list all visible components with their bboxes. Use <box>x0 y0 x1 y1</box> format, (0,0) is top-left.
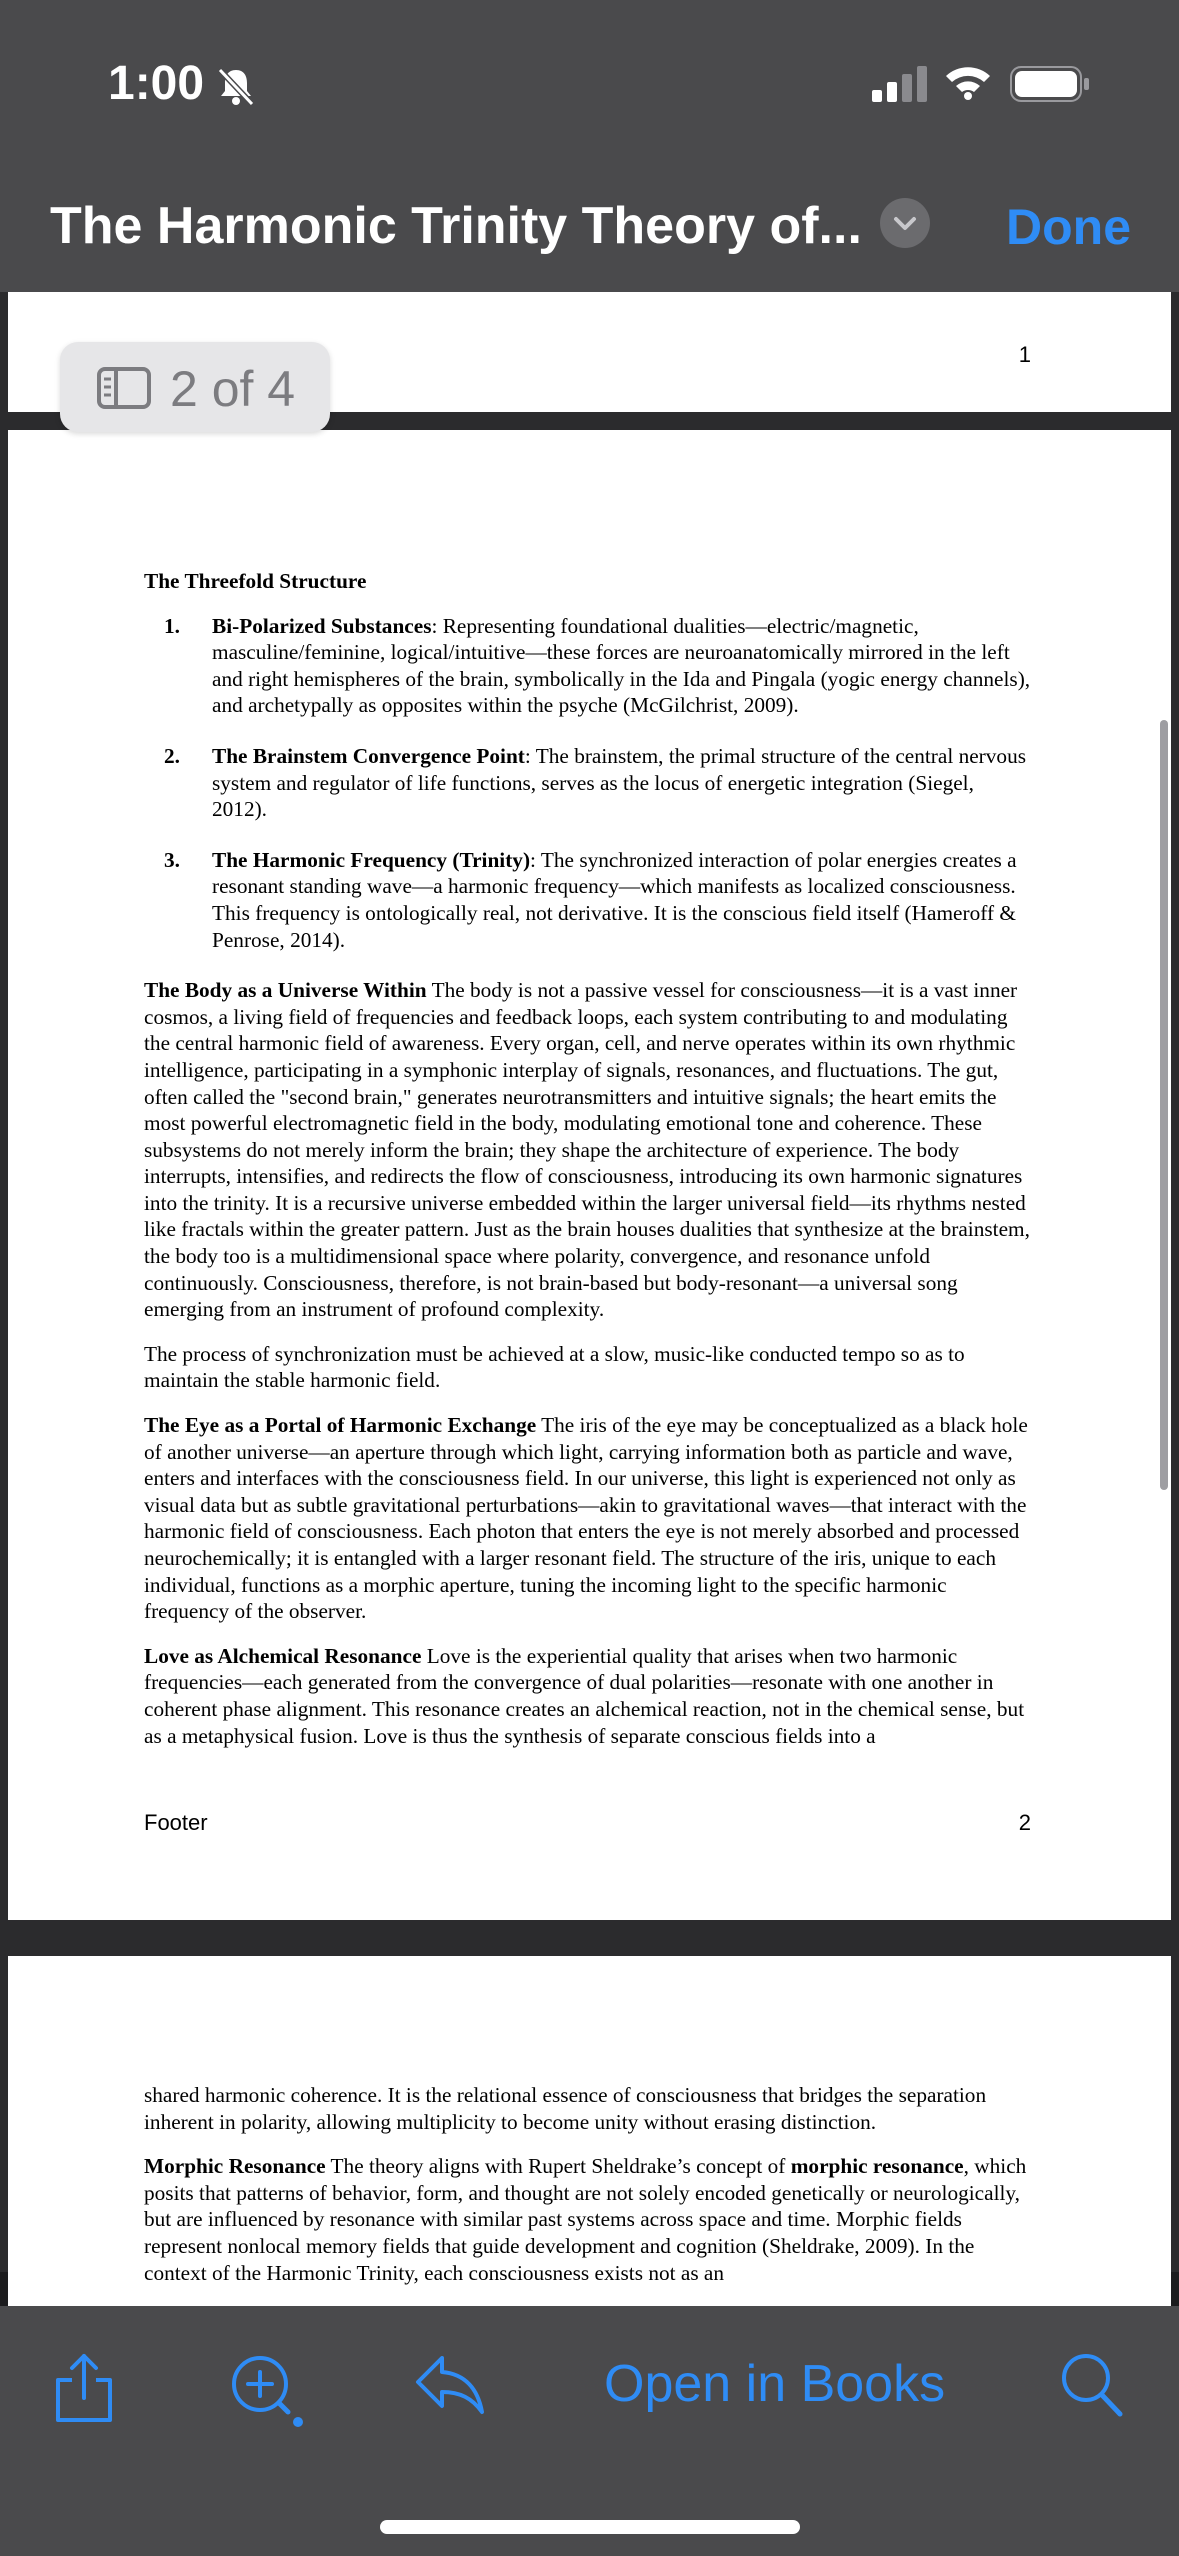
home-indicator <box>380 2520 800 2534</box>
paragraph-lead: Morphic Resonance <box>144 2154 326 2179</box>
paragraph-text: , which posits that patterns of behavior, form, and thought are not solely encoded genetically or neurologically, but are influenced by resonance with similar past systems across space and time. Morphic fields represent nonlocal memory fields that guide development and cognition (Sheldrake, 2009). In the context of the Harmonic Trinity, each consciousness exists not as an <box>144 2154 1027 2285</box>
list-text: : Representing foundational dualities—electric/magnetic, masculine/feminine, logical/intuitive—these forces are neuroanatomically mirrored in the left and right hemispheres of the brain, symbolically in the Ida and Pingala (yogic energy channels), and archetypally as opposites within the psyche (McGilchrist, 2009). <box>212 613 1031 718</box>
pdf-page-3 <box>8 1956 1171 2356</box>
list-text: : The brainstem, the primal structure of the central nervous system and regulator of life functions, serves as the locus of energetic integration (Siegel, 2012). <box>212 743 1027 822</box>
paragraph-text: Love is the experiential quality that arises when two harmonic frequencies—each generated from the convergence of dual polarities—resonate with one another in coherent phase alignment. This resonance creates an alchemical reaction, not in the chemical sense, but as a metaphysical fusion. Love is thus the synthesis of separate conscious fields into a <box>144 1643 1025 1748</box>
zoom-markup-icon <box>226 2350 306 2430</box>
paragraph <box>144 1412 1031 1625</box>
list-term: Bi-Polarized Substances <box>212 613 432 638</box>
paragraph-lead: The Body as a Universe Within <box>144 978 427 1003</box>
numbered-list <box>144 613 1031 954</box>
paragraph-text: The iris of the eye may be conceptualized as a black hole of another universe—an aperture through which light, carrying information both as particle and wave, enters and interfaces with the consciousness field. In our universe, this light is experienced not only as visual data but as subtle gravitational perturbations—akin to gravitational waves—that interact with the harmonic field of consciousness. Each photon that enters the eye is not merely absorbed and processed neurochemically; it is entangled with a larger resonant field. The structure of the iris, unique to each individual, functions as a morphic aperture, tuning the incoming light to the specific harmonic frequency of the observer. <box>144 1413 1028 1624</box>
page-indicator[interactable] <box>60 342 330 432</box>
sidebar-thumbnails-icon <box>96 366 152 410</box>
paragraph <box>144 1341 1031 1394</box>
share-icon <box>52 2350 116 2426</box>
paragraph-text: The theory aligns with Rupert Sheldrake’s concept of <box>325 2154 791 2179</box>
top-bar <box>0 0 1179 292</box>
paragraph-text: shared harmonic coherence. It is the relational essence of consciousness that bridges the separation inherent in polarity, allowing multiplicity to become unity without erasing distinction. <box>144 2083 987 2134</box>
bottom-toolbar <box>0 2306 1179 2556</box>
page-number: 2 <box>1018 1810 1031 1835</box>
reply-button[interactable] <box>412 2350 486 2421</box>
status-time: 1:00 <box>108 57 205 110</box>
paragraph <box>144 1643 1031 1749</box>
document-title[interactable]: The Harmonic Trinity Theory of... <box>50 197 862 255</box>
list-item <box>144 847 1031 953</box>
page-content <box>144 568 1031 1767</box>
page-footer: Footer <box>144 1810 208 1835</box>
section-title: The Threefold Structure <box>144 569 367 593</box>
list-item <box>144 743 1031 823</box>
share-button[interactable] <box>52 2350 116 2431</box>
title-menu-button[interactable] <box>880 198 930 248</box>
list-number: 2. <box>164 743 180 768</box>
pdf-page-2 <box>8 430 1171 1920</box>
bell-slash-icon <box>214 64 258 108</box>
paragraph-text: The body is not a passive vessel for consciousness—it is a vast inner cosmos, a living field of frequencies and feedback loops, each system contributing to and modulating the central harmonic field of awareness. Every organ, cell, and nerve operates within its own rhythmic intelligence, participating in a symphonic interplay of signals, resonances, and fluctuations. The gut, often called the "second brain," generates neurotransmitters and intuitive signals; the heart emits the most powerful electromagnetic field in the body, modulating emotional tone and coherence. These subsystems do not merely inform the brain; they shape the architecture of experience. The body interrupts, intensifies, and redirects the flow of consciousness, introducing its own harmonic signatures into the trinity. It is a recursive universe embedded within the larger universal field—its rhythms nested like fractals within the greater pattern. Just as the brain houses dualities that synthesize at the brainstem, the body too is a multidimensional space where polarity, convergence, and resonance unfold continuously. Consciousness, therefore, is not brain-based but body-resonant—a universal song emerging from an instrument of profound complexity. <box>144 978 1030 1322</box>
list-item <box>144 613 1031 719</box>
paragraph <box>144 2082 1031 2135</box>
list-term: The Harmonic Frequency (Trinity) <box>212 847 531 872</box>
page-indicator-text: 2 of 4 <box>170 361 296 417</box>
paragraph-lead: Love as Alchemical Resonance <box>144 1643 422 1668</box>
list-number: 1. <box>164 613 180 638</box>
chevron-down-icon <box>880 198 930 248</box>
cellular-signal-icon <box>872 66 928 102</box>
pdf-viewer[interactable] <box>0 292 1179 2285</box>
markup-button[interactable] <box>226 2350 306 2435</box>
page-number: 1 <box>1018 342 1031 367</box>
list-term: The Brainstem Convergence Point <box>212 743 525 768</box>
paragraph-lead: The Eye as a Portal of Harmonic Exchange <box>144 1413 537 1438</box>
paragraph-text: The process of synchronization must be achieved at a slow, music-like conducted tempo so as to maintain the stable harmonic field. <box>144 1341 965 1393</box>
search-icon <box>1058 2350 1126 2420</box>
list-number: 3. <box>164 847 180 872</box>
done-button[interactable]: Done <box>1006 199 1131 255</box>
paragraph <box>144 2153 1031 2286</box>
search-button[interactable] <box>1058 2350 1126 2425</box>
battery-icon <box>1010 66 1090 102</box>
open-in-books-button[interactable]: Open in Books <box>604 2355 946 2413</box>
bold-term: morphic resonance <box>790 2154 964 2179</box>
wifi-icon <box>944 64 992 100</box>
paragraph <box>144 977 1031 1323</box>
list-text: : The synchronized interaction of polar energies creates a resonant standing wave—a harmonic frequency—which manifests as localized consciousness. This frequency is ontologically real, not derivative. It is the conscious field itself (Hameroff & Penrose, 2014). <box>212 847 1017 952</box>
scrollbar[interactable] <box>1160 720 1168 1490</box>
page-content <box>144 2082 1031 2304</box>
reply-arrow-icon <box>412 2350 486 2416</box>
